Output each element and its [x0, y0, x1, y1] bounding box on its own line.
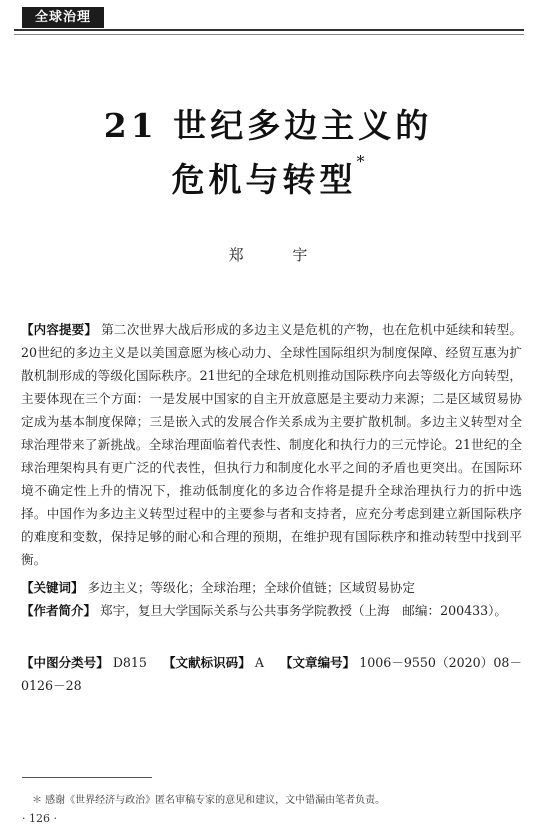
- abstract-text: 第二次世界大战后形成的多边主义是危机的产物，也在危机中延续和转型。20世纪的多边主义是以美国意愿为核心动力、全球性国际组织为制度保障、经贸互惠为扩散机制形成的等级化国际秩序。21世纪的全球危机则推动国际秩序向去等级化方向转型，主要体现在三个方面：一是发展中国家的自主开放意愿是主要动力来源；二是区域贸易协定成为基本制度保障；三是嵌入式的发展合作关系成为主要扩散机制。多边主义转型对全球治理带来了新挑战。全球治理面临着代表性、制度化和执行力的三元悖论。21世纪的全球治理架构具有更广泛的代表性，但执行力和制度化水平之间的矛盾也更突出。在国际环境不确定性上升的情况下，推动低制度化的多边合作将是提升全球治理执行力的折中选择。中国作为多边主义转型过程中的主要参与者和支持者，应充分考虑到建立新国际秩序的难度和变数，保持足够的耐心和合理的预期，在维护现有国际秩序和推动转型中找到平衡。: [21, 322, 522, 567]
- abstract-label: 【内容提要】: [21, 322, 97, 337]
- author-info: [21, 599, 522, 622]
- article-title-line1: 21 世纪多边主义的: [103, 106, 433, 145]
- author-info-label: 【作者简介】: [21, 603, 97, 618]
- clc-label: 【中图分类号】: [21, 655, 109, 670]
- title-line2-text: 危机与转型: [171, 160, 357, 199]
- header-rule-thin: [14, 34, 524, 35]
- footnote: ＊ 感谢《世界经济与政治》匿名审稿专家的意见和建议，文中错漏由笔者负责。: [32, 795, 386, 806]
- author-info-text: 郑宇，复旦大学国际关系与公共事务学院教授（上海 邮编：200433）。: [100, 603, 508, 618]
- title-footnote-marker: *: [356, 152, 365, 171]
- clc-value: D815: [112, 655, 147, 670]
- header-rule-thick: [14, 29, 524, 31]
- footnote-rule: [22, 777, 152, 778]
- doc-code-value: A: [254, 655, 264, 670]
- keywords-label: 【关键词】: [21, 580, 84, 595]
- keywords: [21, 576, 522, 599]
- section-tag: 全球治理: [22, 7, 104, 28]
- abstract: [21, 318, 522, 571]
- page-number: · 126 ·: [22, 812, 57, 825]
- article-number-value: 1006－9550（2020）08－0126－28: [21, 655, 522, 693]
- classification: [21, 651, 522, 697]
- article-title-line2: [0, 154, 536, 201]
- doc-code-label: 【文献标识码】: [163, 655, 251, 670]
- article-number-label: 【文章编号】: [279, 655, 356, 670]
- author-name: 郑 宇: [228, 246, 330, 264]
- keywords-text: 多边主义；等级化；全球治理；全球价值链；区域贸易协定: [87, 580, 415, 595]
